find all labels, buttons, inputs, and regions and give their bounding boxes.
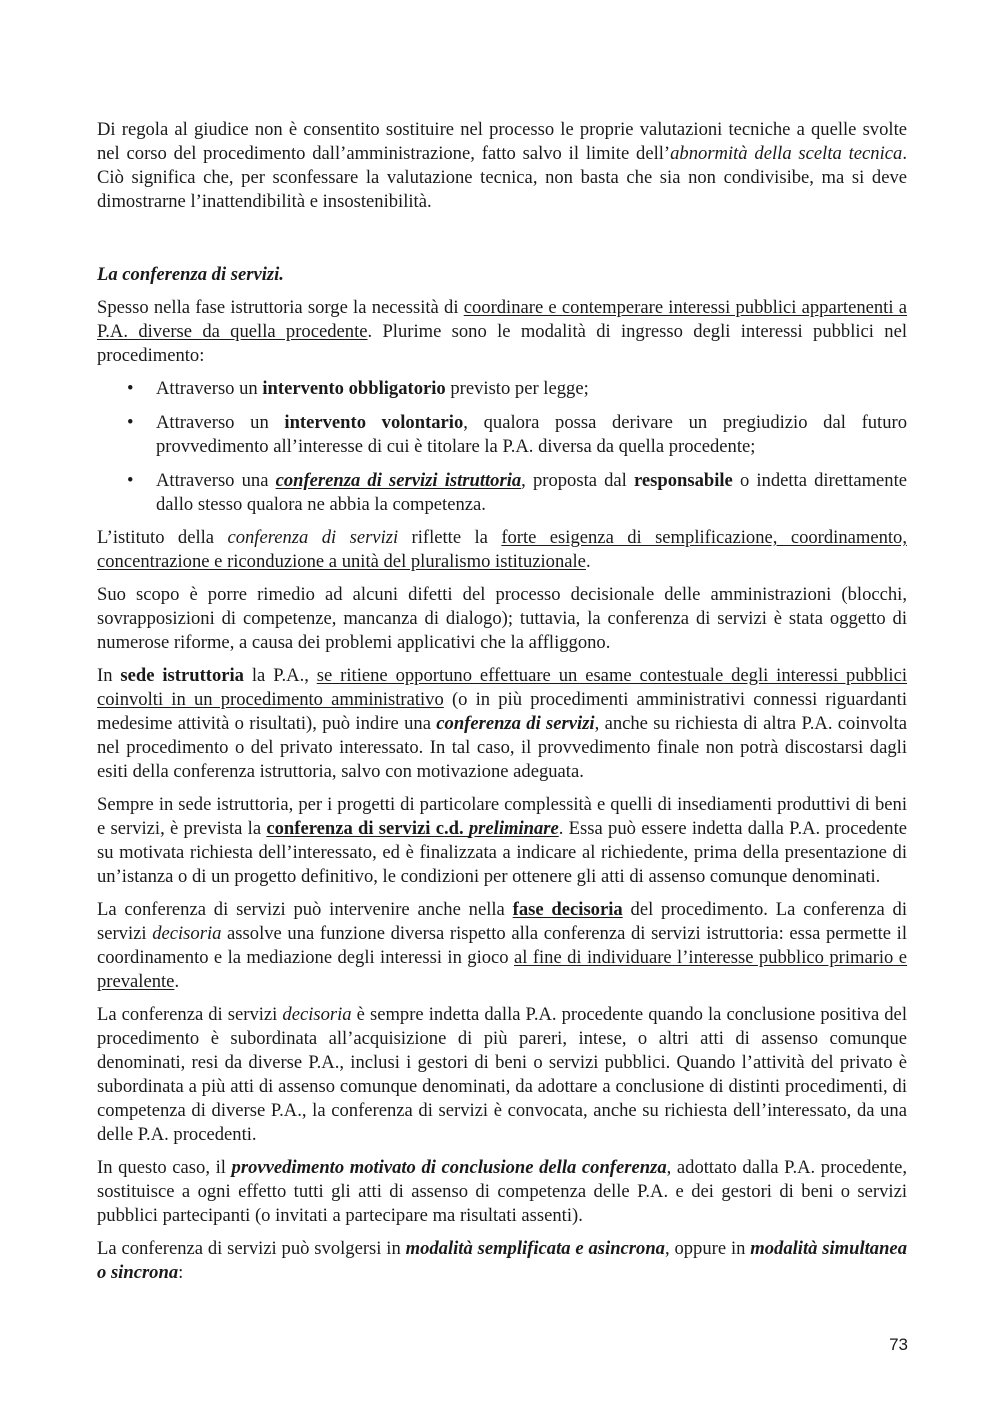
text-run: La conferenza di servizi [97, 1004, 283, 1025]
text-run: , oppure in [664, 1238, 751, 1259]
italic-text: decisoria [152, 923, 222, 944]
text-run: . Essa può essere indetta dalla P.A. procedente su motivata richiesta dell’interessato, ed è finalizzata a indicare al richiedente, prima della presentazione di un’istanza o di un progetto definitivo, le condizioni per ottenere gli atti di assenso comunque denominati. [97, 818, 907, 887]
list-item [97, 469, 907, 517]
text-run: Attraverso un [156, 412, 285, 433]
emphasis-text: abnormità della scelta tecnica [670, 143, 903, 164]
bold-text: intervento volontario [284, 412, 464, 433]
bold-underlined-text: fase decisoria [512, 899, 623, 920]
text-run: L’istituto della [97, 527, 228, 548]
bold-italic-underlined-text: preliminare [468, 818, 559, 839]
paragraph-2 [97, 526, 907, 574]
text-run: la P.A., [243, 665, 317, 686]
text-run: , proposta dal [521, 470, 634, 491]
text-run: . Plurime sono le modalità di ingresso degli interessi pubblici nel procedimento: [97, 321, 907, 366]
italic-text: decisoria [282, 1004, 352, 1025]
text-run: assolve una funzione diversa rispetto alla conferenza di servizi istruttoria: essa permette il coordinamento e la mediazione degli interessi in gioco [97, 923, 907, 968]
bullet-icon: • [127, 412, 134, 433]
underlined-text: coordinare e contemperare interessi pubblici appartenenti a P.A. diverse da quella procedente [97, 297, 907, 342]
bold-italic-text: conferenza di servizi [436, 713, 595, 734]
bullet-icon: • [127, 378, 134, 399]
italic-text: conferenza di servizi [227, 527, 399, 548]
text-run: previsto per legge; [445, 378, 589, 399]
list-item [97, 411, 907, 459]
intro-paragraph [97, 118, 907, 214]
document-page [97, 118, 907, 1294]
text-run: Attraverso un [156, 378, 263, 399]
text-run: . [585, 551, 591, 572]
text-run: o indetta direttamente dallo stesso qualora ne abbia la competenza. [156, 470, 908, 515]
paragraph-7 [97, 1003, 907, 1147]
text-run: In questo caso, il [97, 1157, 232, 1178]
text-run: : [178, 1262, 184, 1283]
bold-underlined-text: conferenza di servizi c.d. [266, 818, 469, 839]
text-run: La conferenza di servizi può svolgersi in [97, 1238, 406, 1259]
section-heading: La conferenza di servizi. [97, 264, 284, 285]
bold-text: intervento obbligatorio [262, 378, 446, 399]
text-run: . Ciò significa che, per sconfessare la valutazione tecnica, non basta che sia non condivisibe, ma si deve dimostrarne l’inattendibilità e insostenibilità. [97, 143, 907, 212]
paragraph-9 [97, 1237, 907, 1285]
text-run: riflette la [398, 527, 502, 548]
paragraph-8 [97, 1156, 907, 1228]
bullet-icon: • [127, 470, 134, 491]
bold-italic-text: modalità simultanea o sincrona [97, 1238, 907, 1283]
text-run: La conferenza di servizi può intervenire anche nella [97, 899, 513, 920]
text-run: In [97, 665, 121, 686]
underlined-text: al fine di individuare l’interesse pubblico primario e prevalente [97, 947, 908, 992]
bold-italic-text: modalità semplificata e asincrona [405, 1238, 665, 1259]
bold-text: responsabile [633, 470, 733, 491]
paragraph-6 [97, 898, 907, 994]
bold-italic-text: provvedimento motivato di conclusione della conferenza [231, 1157, 667, 1178]
text-run: , qualora possa derivare un pregiudizio dal futuro provvedimento all’interesse di cui è titolare la P.A. diversa da quella procedente; [156, 412, 908, 457]
text-run: . [174, 971, 180, 992]
text-run: (o in più procedimenti amministrativi connessi riguardanti medesime attività o risultati), può indire una [97, 689, 907, 734]
paragraph-1 [97, 296, 907, 368]
bold-text: sede istruttoria [120, 665, 244, 686]
paragraph-3: Suo scopo è porre rimedio ad alcuni difetti del processo decisionale delle amministrazioni (blocchi, sovrapposizioni di competenze, mancanza di dialogo); tuttavia, la conferenza di servizi è stata oggetto di numerose riforme, a causa dei problemi applicativi che la affliggono. [97, 584, 907, 653]
paragraph-5 [97, 793, 907, 889]
text-run: Spesso nella fase istruttoria sorge la necessità di [97, 297, 464, 318]
paragraph-4 [97, 664, 907, 784]
list-item [97, 377, 907, 401]
text-run: è sempre indetta dalla P.A. procedente quando la conclusione positiva del procedimento è subordinata all’acquisizione di più pareri, intese, o altri atti di assenso comunque denominati, resi da diverse P.A., inclusi i gestori di beni o servizi pubblici. Quando l’attività del privato è subordinata a più atti di assenso comunque denominati, da adottare a conclusione di distinti procedimenti, di competenza di diverse P.A., la conferenza di servizi è convocata, anche su richiesta dell’interessato, da una delle P.A. procedenti. [97, 1004, 907, 1145]
underlined-text: se ritiene opportuno effettuare un esame contestuale degli interessi pubblici coinvolti in un procedimento amministrativo [97, 665, 907, 710]
text-run: Di regola al giudice non è consentito sostituire nel processo le proprie valutazioni tecniche a quelle svolte nel corso del procedimento dall’amministrazione, fatto salvo il limite dell’ [97, 119, 907, 164]
text-run: , anche su richiesta di altra P.A. coinvolta nel procedimento o del privato interessato. In tal caso, il provvedimento finale non potrà discostarsi dagli esiti della conferenza istruttoria, salvo con motivazione adeguata. [97, 713, 907, 782]
text-run: del procedimento. La conferenza di servizi [97, 899, 907, 944]
text-run: Attraverso una [156, 470, 276, 491]
underlined-text: forte esigenza di semplificazione, coordinamento, concentrazione e riconduzione a unità del pluralismo istituzionale [97, 527, 908, 572]
bullet-list [97, 377, 907, 517]
page-number: 73 [889, 1335, 908, 1354]
bold-italic-underlined-text: conferenza di servizi istruttoria [275, 470, 522, 491]
text-run: , adottato dalla P.A. procedente, sostituisce a ogni effetto tutti gli atti di assenso di competenza delle P.A. e dei gestori di beni o servizi pubblici partecipanti (o invitati a partecipare ma risultati assenti). [97, 1157, 907, 1226]
text-run: Sempre in sede istruttoria, per i progetti di particolare complessità e quelli di insediamenti produttivi di beni e servizi, è prevista la [97, 794, 907, 839]
